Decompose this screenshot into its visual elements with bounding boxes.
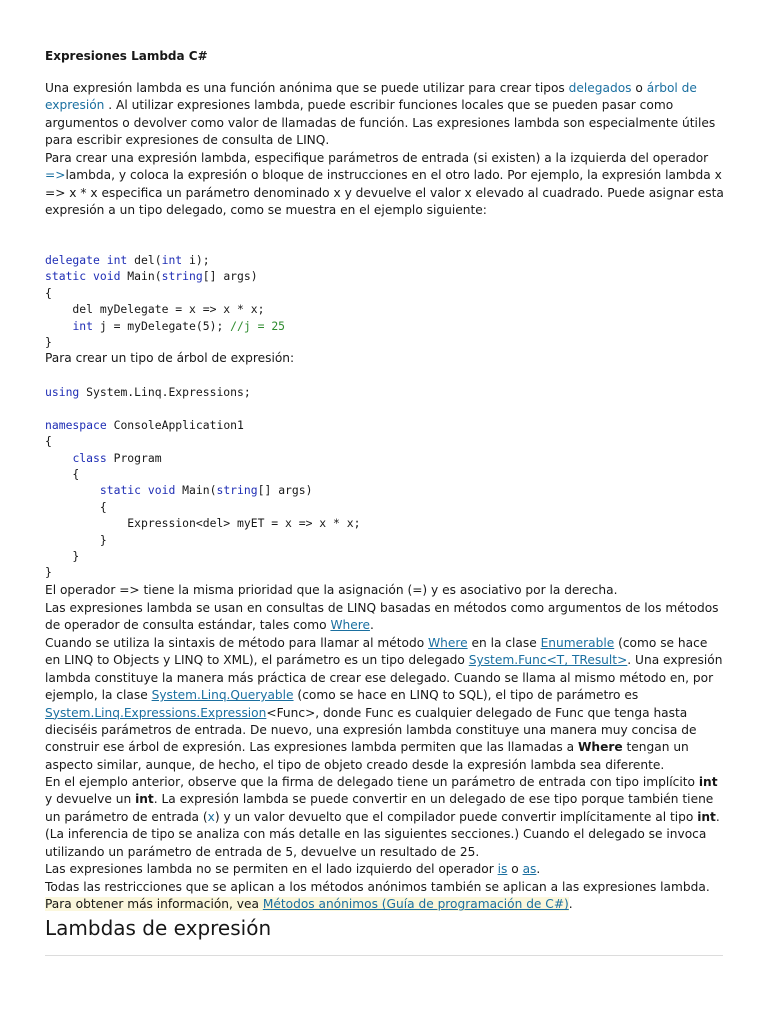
link-is[interactable]: is bbox=[497, 862, 508, 876]
restrictions-paragraph: Todas las restricciones que se aplican a los métodos anónimos también se aplican a las expresiones lambda. Para obtener más información, vea Métodos anónimos (Guía de programación de C#). bbox=[45, 880, 710, 912]
link-where[interactable]: Where bbox=[330, 618, 370, 633]
section-heading: Lambdas de expresión bbox=[45, 916, 272, 940]
implicit-type-paragraph: En el ejemplo anterior, observe que la firma de delegado tiene un parámetro de entrada con tipo implícito int y devuelve un int. La expresión lambda se puede convertir en un delegado de ese tipo porque también tiene un parámetro de entrada (x) y un valor devuelto que el compilador puede convertir implícitamente al tipo int. (La inferencia de tipo se analiza con más detalle en las siguientes secciones.) Cuando el delegado se invoca utilizando un parámetro de entrada de 5, devuelve un resultado de 25. bbox=[45, 775, 720, 859]
text: . Al utilizar expresiones lambda, puede escribir funciones locales que se pueden pasar como argumentos o devolver como valor de llamadas de función. Las expresiones lambda son especialmente útiles para escribir expresiones de consulta de LINQ. bbox=[45, 98, 716, 148]
lambda-create-paragraph bbox=[45, 150, 725, 220]
link-metodos-anonimos[interactable]: Métodos anónimos (Guía de programación de C#) bbox=[262, 897, 569, 912]
text: o bbox=[631, 81, 647, 95]
link-delegados[interactable]: delegados bbox=[568, 81, 632, 95]
link-as[interactable]: as bbox=[522, 862, 537, 876]
intro-paragraph bbox=[45, 80, 725, 150]
link-system-linq-expressions-expression[interactable]: System.Linq.Expressions.Expression bbox=[45, 705, 267, 720]
code-block-delegate: delegate int del(int i); static void Main(string[] args) { del myDelegate = x => x * x; int j = myDelegate(5); //j = 25 } bbox=[45, 253, 286, 350]
text: Para crear una expresión lambda, especifique parámetros de entrada (si existen) a la izquierda del operador bbox=[45, 151, 709, 165]
text: Una expresión lambda es una función anónima que se puede utilizar para crear tipos bbox=[45, 81, 569, 95]
page-title: Expresiones Lambda C# bbox=[45, 49, 208, 63]
is-as-paragraph: Las expresiones lambda no se permiten en el lado izquierdo del operador is o as. bbox=[45, 862, 541, 876]
link-enumerable[interactable]: Enumerable bbox=[540, 636, 615, 650]
heading-divider bbox=[45, 955, 723, 956]
linq-usage-paragraph: Las expresiones lambda se usan en consultas de LINQ basadas en métodos como argumentos de los métodos de operador de consulta estándar, tales como Where. bbox=[45, 601, 719, 633]
more-info-highlight: Para obtener más información, vea bbox=[45, 897, 263, 912]
link-where-method[interactable]: Where bbox=[428, 636, 468, 650]
link-system-func[interactable]: System.Func<T, TResult> bbox=[468, 653, 628, 668]
expression-tree-intro: Para crear un tipo de árbol de expresión: bbox=[45, 351, 295, 365]
code-block-expression-tree: using System.Linq.Expressions; namespace ConsoleApplication1 { class Program { static void Main(string[] args) { Expression<del> myET = x => x * x; } } } bbox=[45, 385, 361, 580]
operator-priority-paragraph: El operador => tiene la misma prioridad que la asignación (=) y es asociativo por la derecha. bbox=[45, 583, 618, 597]
parameter-x: x bbox=[207, 809, 215, 824]
link-arbol-expresion[interactable]: árbol de expresión bbox=[45, 81, 697, 113]
link-system-linq-queryable[interactable]: System.Linq.Queryable bbox=[151, 688, 294, 703]
method-syntax-paragraph: Cuando se utiliza la sintaxis de método para llamar al método Where en la clase Enumerable (como se hace en LINQ to Objects y LINQ to XML), el parámetro es un tipo delegado System.Func<T, TResult>. Una expresión lambda constituye la manera más práctica de crear ese delegado. Cuando se llama al mismo método en, por ejemplo, la clase System.Linq.Queryable (como se hace en LINQ to SQL), el tipo de parámetro es System.Linq.Expressions.Expression<Func>, donde Func es cualquier delegado de Func que tenga hasta dieciséis parámetros de entrada. De nuevo, una expresión lambda constituye una manera muy concisa de construir ese árbol de expresión. Las expresiones lambda permiten que las llamadas a Where tengan un aspecto similar, aunque, de hecho, el tipo de objeto creado desde la expresión lambda sea diferente. bbox=[45, 636, 723, 772]
text: lambda, y coloca la expresión o bloque de instrucciones en el otro lado. Por ejemplo, la expresión lambda x => x * x especifica un parámetro denominado x y devuelve el valor x elevado al cuadrado. Puede asignar esta expresión a un tipo delegado, como se muestra en el ejemplo siguiente: bbox=[45, 168, 724, 218]
lambda-operator-link[interactable]: => bbox=[45, 168, 66, 183]
